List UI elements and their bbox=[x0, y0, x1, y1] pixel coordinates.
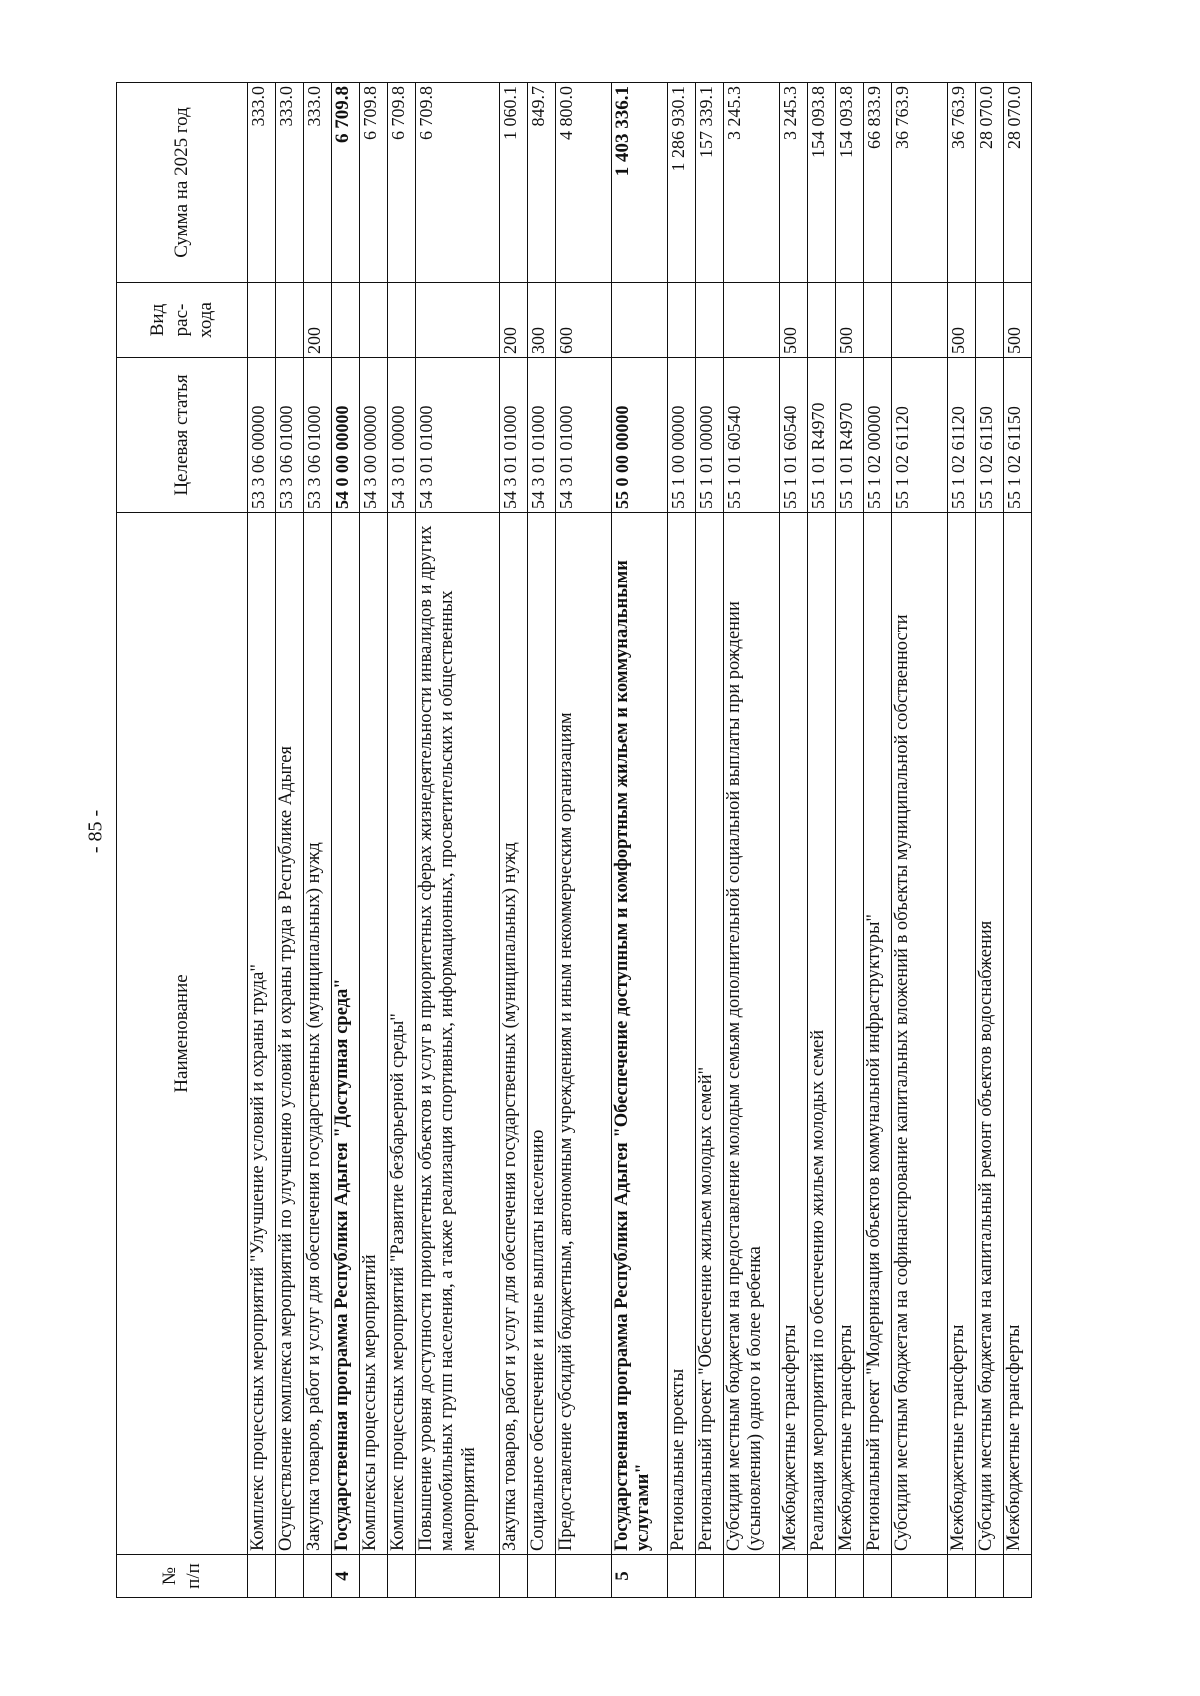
row-name-cell: Региональный проект "Модернизация объектов коммунальной инфраструктуры" bbox=[864, 513, 892, 1555]
table-header bbox=[117, 83, 248, 1598]
row-type-cell: 300 bbox=[528, 283, 556, 358]
row-num-cell bbox=[948, 1555, 976, 1598]
row-name-cell: Межбюджетные трансферты bbox=[836, 513, 864, 1555]
row-code-cell: 53 3 06 00000 bbox=[248, 358, 276, 513]
row-num-cell bbox=[388, 1555, 416, 1598]
row-type-cell: 500 bbox=[780, 283, 808, 358]
row-sum-cell: 849.7 bbox=[528, 83, 556, 283]
row-num-cell bbox=[500, 1555, 528, 1598]
row-type-cell bbox=[388, 283, 416, 358]
row-code-cell: 54 3 00 00000 bbox=[360, 358, 388, 513]
row-code-cell: 55 1 02 00000 bbox=[864, 358, 892, 513]
row-sum-cell: 333.0 bbox=[304, 83, 332, 283]
row-sum-cell: 28 070.0 bbox=[1004, 83, 1032, 283]
row-num-cell bbox=[360, 1555, 388, 1598]
row-sum-cell: 4 800.0 bbox=[556, 83, 612, 283]
row-type-cell bbox=[332, 283, 360, 358]
row-code-cell: 55 1 02 61150 bbox=[1004, 358, 1032, 513]
row-type-cell bbox=[248, 283, 276, 358]
row-code-cell: 55 1 02 61120 bbox=[948, 358, 976, 513]
table-row bbox=[528, 83, 556, 1598]
row-sum-cell: 6 709.8 bbox=[360, 83, 388, 283]
row-type-cell bbox=[864, 283, 892, 358]
row-type-cell: 500 bbox=[836, 283, 864, 358]
table-row bbox=[668, 83, 696, 1598]
header-name: Наименование bbox=[117, 513, 248, 1555]
row-num-cell bbox=[416, 1555, 500, 1598]
row-type-cell bbox=[976, 283, 1004, 358]
row-sum-cell: 154 093.8 bbox=[836, 83, 864, 283]
row-code-cell: 55 1 01 R4970 bbox=[836, 358, 864, 513]
row-name-cell: Закупка товаров, работ и услуг для обеспечения государственных (муниципальных) нужд bbox=[500, 513, 528, 1555]
table-row bbox=[388, 83, 416, 1598]
row-num-cell bbox=[248, 1555, 276, 1598]
row-sum-cell: 154 093.8 bbox=[808, 83, 836, 283]
row-num-cell bbox=[864, 1555, 892, 1598]
header-row bbox=[117, 83, 248, 1598]
row-type-cell bbox=[808, 283, 836, 358]
row-num-cell bbox=[780, 1555, 808, 1598]
budget-table bbox=[116, 82, 1032, 1598]
row-code-cell: 53 3 06 01000 bbox=[304, 358, 332, 513]
header-num: № п/п bbox=[117, 1555, 248, 1598]
row-code-cell: 55 1 01 60540 bbox=[724, 358, 780, 513]
table-row bbox=[360, 83, 388, 1598]
row-code-cell: 55 1 02 61120 bbox=[892, 358, 948, 513]
table-row bbox=[948, 83, 976, 1598]
row-code-cell: 53 3 06 01000 bbox=[276, 358, 304, 513]
table-body bbox=[248, 83, 1032, 1598]
row-type-cell: 600 bbox=[556, 283, 612, 358]
row-num-cell bbox=[528, 1555, 556, 1598]
row-num-cell bbox=[556, 1555, 612, 1598]
row-name-cell: Субсидии местным бюджетам на предоставление молодым семьям дополнительной социальной выплаты при рождении (усыновлении) одного и более ребенка bbox=[724, 513, 780, 1555]
table-row bbox=[332, 83, 360, 1598]
row-name-cell: Предоставление субсидий бюджетным, автономным учреждениям и иным некоммерческим организациям bbox=[556, 513, 612, 1555]
row-name-cell: Межбюджетные трансферты bbox=[780, 513, 808, 1555]
row-num-cell bbox=[724, 1555, 780, 1598]
table-row bbox=[892, 83, 948, 1598]
row-name-cell: Государственная программа Республики Адыгея "Доступная среда" bbox=[332, 513, 360, 1555]
row-num-cell bbox=[276, 1555, 304, 1598]
row-num-cell bbox=[696, 1555, 724, 1598]
row-name-cell: Комплекс процессных мероприятий "Развитие безбарьерной среды" bbox=[388, 513, 416, 1555]
row-type-cell: 200 bbox=[500, 283, 528, 358]
table-row bbox=[416, 83, 500, 1598]
row-sum-cell: 1 060.1 bbox=[500, 83, 528, 283]
table-row bbox=[556, 83, 612, 1598]
row-code-cell: 55 0 00 00000 bbox=[612, 358, 668, 513]
rotated-table-container bbox=[116, 83, 1071, 1598]
row-type-cell: 500 bbox=[948, 283, 976, 358]
row-type-cell bbox=[360, 283, 388, 358]
row-type-cell: 500 bbox=[1004, 283, 1032, 358]
table-row bbox=[248, 83, 276, 1598]
row-sum-cell: 333.0 bbox=[248, 83, 276, 283]
row-code-cell: 55 1 01 60540 bbox=[780, 358, 808, 513]
row-sum-cell: 333.0 bbox=[276, 83, 304, 283]
row-name-cell: Социальное обеспечение и иные выплаты населению bbox=[528, 513, 556, 1555]
table-row bbox=[276, 83, 304, 1598]
row-name-cell: Субсидии местным бюджетам на софинансирование капитальных вложений в объекты муниципальной собственности bbox=[892, 513, 948, 1555]
row-name-cell: Региональный проект "Обеспечение жильем молодых семей" bbox=[696, 513, 724, 1555]
header-code: Целевая статья bbox=[117, 358, 248, 513]
table-row bbox=[808, 83, 836, 1598]
table-row bbox=[836, 83, 864, 1598]
row-code-cell: 54 3 01 01000 bbox=[528, 358, 556, 513]
row-code-cell: 54 3 01 01000 bbox=[556, 358, 612, 513]
row-sum-cell: 3 245.3 bbox=[724, 83, 780, 283]
row-num-cell bbox=[808, 1555, 836, 1598]
row-sum-cell: 6 709.8 bbox=[388, 83, 416, 283]
page-number: - 85 - bbox=[84, 809, 107, 854]
row-sum-cell: 1 286 930.1 bbox=[668, 83, 696, 283]
row-code-cell: 55 1 01 R4970 bbox=[808, 358, 836, 513]
row-type-cell bbox=[612, 283, 668, 358]
row-code-cell: 55 1 02 61150 bbox=[976, 358, 1004, 513]
table-row bbox=[780, 83, 808, 1598]
row-sum-cell: 6 709.8 bbox=[416, 83, 500, 283]
row-name-cell: Осуществление комплекса мероприятий по улучшению условий и охраны труда в Республике Адыгея bbox=[276, 513, 304, 1555]
row-name-cell: Государственная программа Республики Адыгея "Обеспечение доступным и комфортным жильем и коммунальными услугами" bbox=[612, 513, 668, 1555]
row-sum-cell: 36 763.9 bbox=[948, 83, 976, 283]
row-name-cell: Комплекс процессных мероприятий "Улучшение условий и охраны труда" bbox=[248, 513, 276, 1555]
row-name-cell: Повышение уровня доступности приоритетных объектов и услуг в приоритетных сферах жизнедеятельности инвалидов и других маломобильных групп населения, а также реализация спортивных, информационных, просветительских и общественных мероприятий bbox=[416, 513, 500, 1555]
table-row bbox=[612, 83, 668, 1598]
row-num-cell: 5 bbox=[612, 1555, 668, 1598]
row-type-cell bbox=[416, 283, 500, 358]
row-name-cell: Закупка товаров, работ и услуг для обеспечения государственных (муниципальных) нужд bbox=[304, 513, 332, 1555]
row-name-cell: Межбюджетные трансферты bbox=[948, 513, 976, 1555]
table-row bbox=[304, 83, 332, 1598]
table-row bbox=[976, 83, 1004, 1598]
row-name-cell: Региональные проекты bbox=[668, 513, 696, 1555]
row-type-cell: 200 bbox=[304, 283, 332, 358]
table-row bbox=[696, 83, 724, 1598]
row-code-cell: 54 3 01 01000 bbox=[416, 358, 500, 513]
row-sum-cell: 36 763.9 bbox=[892, 83, 948, 283]
row-num-cell bbox=[836, 1555, 864, 1598]
row-sum-cell: 66 833.9 bbox=[864, 83, 892, 283]
row-sum-cell: 157 339.1 bbox=[696, 83, 724, 283]
row-num-cell bbox=[892, 1555, 948, 1598]
row-type-cell bbox=[724, 283, 780, 358]
row-sum-cell: 28 070.0 bbox=[976, 83, 1004, 283]
header-sum: Сумма на 2025 год bbox=[117, 83, 248, 283]
row-name-cell: Комплексы процессных мероприятий bbox=[360, 513, 388, 1555]
row-num-cell bbox=[668, 1555, 696, 1598]
row-num-cell: 4 bbox=[332, 1555, 360, 1598]
row-name-cell: Субсидии местным бюджетам на капитальный ремонт объектов водоснабжения bbox=[976, 513, 1004, 1555]
table-row bbox=[1004, 83, 1032, 1598]
row-type-cell bbox=[892, 283, 948, 358]
table-row bbox=[500, 83, 528, 1598]
row-type-cell bbox=[276, 283, 304, 358]
row-type-cell bbox=[668, 283, 696, 358]
row-name-cell: Реализация мероприятий по обеспечению жильем молодых семей bbox=[808, 513, 836, 1555]
row-code-cell: 54 0 00 00000 bbox=[332, 358, 360, 513]
row-sum-cell: 3 245.3 bbox=[780, 83, 808, 283]
row-type-cell bbox=[696, 283, 724, 358]
row-code-cell: 54 3 01 01000 bbox=[500, 358, 528, 513]
row-name-cell: Межбюджетные трансферты bbox=[1004, 513, 1032, 1555]
row-sum-cell: 6 709.8 bbox=[332, 83, 360, 283]
row-code-cell: 55 1 01 00000 bbox=[696, 358, 724, 513]
row-num-cell bbox=[304, 1555, 332, 1598]
header-type: Вид рас- хода bbox=[117, 283, 248, 358]
row-code-cell: 55 1 00 00000 bbox=[668, 358, 696, 513]
row-sum-cell: 1 403 336.1 bbox=[612, 83, 668, 283]
table-row bbox=[724, 83, 780, 1598]
table-row bbox=[864, 83, 892, 1598]
row-num-cell bbox=[976, 1555, 1004, 1598]
row-code-cell: 54 3 01 00000 bbox=[388, 358, 416, 513]
row-num-cell bbox=[1004, 1555, 1032, 1598]
